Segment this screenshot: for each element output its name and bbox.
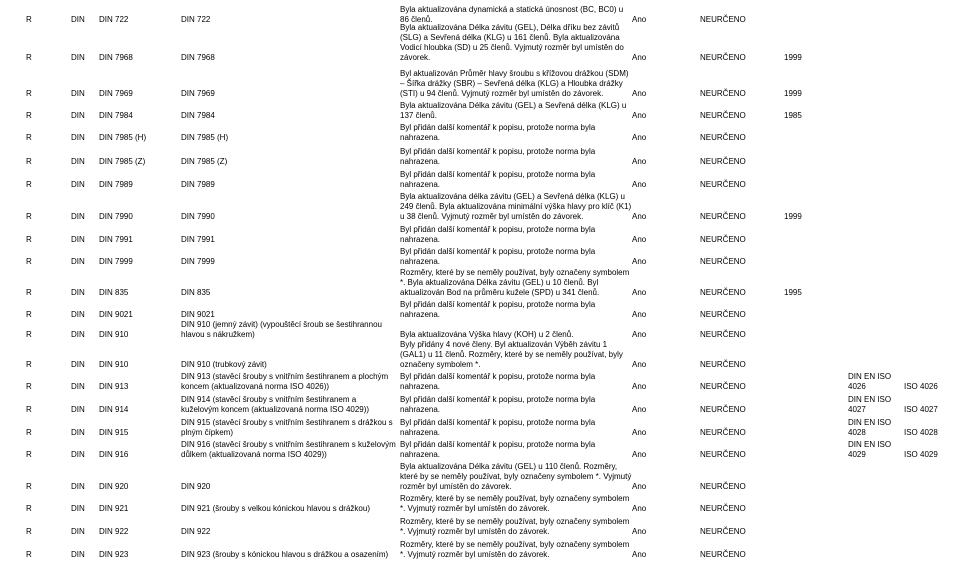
status-value: NEURČENO	[700, 257, 746, 266]
standard-type: DIN	[71, 405, 85, 414]
yes-flag: Ano	[632, 257, 647, 266]
status-value: NEURČENO	[700, 53, 746, 62]
standard-name: DIN 915 (stavěcí šrouby s vnitřním šestihranem s drážkou s plným čípkem)	[181, 418, 393, 437]
standard-type: DIN	[71, 235, 85, 244]
row-flag: R	[26, 212, 32, 221]
yes-flag: Ano	[632, 133, 647, 142]
row-flag: R	[26, 288, 32, 297]
status-value: NEURČENO	[700, 89, 746, 98]
standard-type: DIN	[71, 482, 85, 491]
standard-name: DIN 920	[181, 482, 211, 491]
yes-flag: Ano	[632, 330, 647, 339]
change-description: Byla aktualizována Výška hlavy (KOH) u 2 členů.	[400, 330, 574, 339]
standard-name: DIN 910 (jemný závit) (vypouštěcí šroub se šestihrannou hlavou s nákružkem)	[181, 320, 382, 339]
status-value: NEURČENO	[700, 405, 746, 414]
standard-name: DIN 7999	[181, 257, 215, 266]
row-flag: R	[26, 89, 32, 98]
row-flag: R	[26, 15, 32, 24]
row-flag: R	[26, 550, 32, 559]
yes-flag: Ano	[632, 235, 647, 244]
standard-type: DIN	[71, 504, 85, 513]
replacement-din-en-iso: DIN EN ISO 4027	[848, 395, 892, 414]
status-value: NEURČENO	[700, 310, 746, 319]
status-value: NEURČENO	[700, 180, 746, 189]
standard-code: DIN 915	[99, 428, 129, 437]
change-description: Rozměry, které by se neměly používat, byly označeny symbolem *. Byla aktualizována Délka závitu (GEL) u 10 členů. Byl aktualizován Bod na průměru kužele (SPD) u 341 členů.	[400, 268, 630, 297]
yes-flag: Ano	[632, 482, 647, 491]
change-description: Byla aktualizována délka závitu (GEL) a Sevřená délka (KLG) u 249 členů. Byla aktualizována minimální výška hlavy pro klíč (K1) u 38 členů. Vyjmutý rozměr byl umístěn do závorek.	[400, 192, 632, 221]
standard-code: DIN 835	[99, 288, 129, 297]
replacement-iso: ISO 4026	[904, 382, 938, 391]
standard-type: DIN	[71, 15, 85, 24]
yes-flag: Ano	[632, 157, 647, 166]
standard-name: DIN 9021	[181, 310, 215, 319]
standard-name: DIN 7985 (Z)	[181, 157, 228, 166]
replacement-din-en-iso: DIN EN ISO 4028	[848, 418, 892, 437]
status-value: NEURČENO	[700, 482, 746, 491]
standard-code: DIN 913	[99, 382, 129, 391]
standard-code: DIN 922	[99, 527, 129, 536]
status-value: NEURČENO	[700, 15, 746, 24]
change-description: Byl přidán další komentář k popisu, protože norma byla nahrazena.	[400, 225, 596, 244]
standard-code: DIN 7999	[99, 257, 133, 266]
change-description: Byl přidán další komentář k popisu, protože norma byla nahrazena.	[400, 123, 596, 142]
yes-flag: Ano	[632, 504, 647, 513]
standard-code: DIN 923	[99, 550, 129, 559]
yes-flag: Ano	[632, 527, 647, 536]
status-value: NEURČENO	[700, 157, 746, 166]
standard-code: DIN 910	[99, 360, 129, 369]
row-flag: R	[26, 310, 32, 319]
status-value: NEURČENO	[700, 133, 746, 142]
standard-type: DIN	[71, 111, 85, 120]
change-description: Byl přidán další komentář k popisu, protože norma byla nahrazena.	[400, 418, 596, 437]
change-description: Byla aktualizována Délka závitu (GEL), Délka dříku bez závitů (SLG) a Sevřená délka (KLG) u 161 členů. Byla aktualizována Vodicí hloubka (SD) u 25 členů. Vyjmutý rozměr byl umístěn do závorek.	[400, 23, 624, 62]
standard-code: DIN 7985 (H)	[99, 133, 147, 142]
yes-flag: Ano	[632, 360, 647, 369]
yes-flag: Ano	[632, 15, 647, 24]
status-value: NEURČENO	[700, 212, 746, 221]
year-value: 1999	[784, 212, 802, 221]
row-flag: R	[26, 527, 32, 536]
status-value: NEURČENO	[700, 382, 746, 391]
standard-code: DIN 7984	[99, 111, 133, 120]
yes-flag: Ano	[632, 405, 647, 414]
standard-name: DIN 923 (šrouby s kónickou hlavou s drážkou a osazením)	[181, 550, 389, 559]
yes-flag: Ano	[632, 212, 647, 221]
status-value: NEURČENO	[700, 428, 746, 437]
standard-code: DIN 7968	[99, 53, 133, 62]
change-description: Byl přidán další komentář k popisu, protože norma byla nahrazena.	[400, 300, 596, 319]
replacement-iso: ISO 4027	[904, 405, 938, 414]
change-description: Byla aktualizována Délka závitu (GEL) u 110 členů. Rozměry, které by se neměly používat, byly označeny symbolem *. Vyjmutý rozměr byl umístěn do závorek.	[400, 462, 632, 491]
yes-flag: Ano	[632, 89, 647, 98]
row-flag: R	[26, 53, 32, 62]
yes-flag: Ano	[632, 450, 647, 459]
row-flag: R	[26, 504, 32, 513]
standard-name: DIN 7984	[181, 111, 215, 120]
standard-type: DIN	[71, 89, 85, 98]
standard-name: DIN 7989	[181, 180, 215, 189]
standard-code: DIN 914	[99, 405, 129, 414]
yes-flag: Ano	[632, 428, 647, 437]
status-value: NEURČENO	[700, 550, 746, 559]
year-value: 1999	[784, 89, 802, 98]
status-value: NEURČENO	[700, 330, 746, 339]
row-flag: R	[26, 482, 32, 491]
change-description: Byla aktualizována dynamická a statická únosnost (BC, BC0) u 86 členů.	[400, 5, 624, 24]
row-flag: R	[26, 382, 32, 391]
replacement-iso: ISO 4028	[904, 428, 938, 437]
status-value: NEURČENO	[700, 235, 746, 244]
row-flag: R	[26, 360, 32, 369]
standard-type: DIN	[71, 360, 85, 369]
standard-code: DIN 7991	[99, 235, 133, 244]
change-description: Byl přidán další komentář k popisu, protože norma byla nahrazena.	[400, 372, 596, 391]
change-description: Byl přidán další komentář k popisu, protože norma byla nahrazena.	[400, 247, 596, 266]
change-description: Byly přidány 4 nové členy. Byl aktualizován Výběh závitu 1 (GAL1) u 11 členů. Rozměry, které by se neměly používat, byly označeny symbolem *.	[400, 340, 623, 369]
standard-code: DIN 722	[99, 15, 129, 24]
standard-type: DIN	[71, 288, 85, 297]
standard-name: DIN 7990	[181, 212, 215, 221]
standard-code: DIN 7990	[99, 212, 133, 221]
replacement-din-en-iso: DIN EN ISO 4026	[848, 372, 892, 391]
status-value: NEURČENO	[700, 360, 746, 369]
yes-flag: Ano	[632, 310, 647, 319]
change-description: Rozměry, které by se neměly používat, byly označeny symbolem *. Vyjmutý rozměr byl umístěn do závorek.	[400, 517, 630, 536]
status-value: NEURČENO	[700, 504, 746, 513]
change-description: Byl aktualizován Průměr hlavy šroubu s křížovou drážkou (SDM) – Šířka drážky (SBR) – Sevřená délka (KLG) a Hloubka drážky (STI) u 94 členů. Vyjmutý rozměr byl umístěn do závorek.	[400, 69, 629, 98]
standard-type: DIN	[71, 212, 85, 221]
yes-flag: Ano	[632, 180, 647, 189]
standard-code: DIN 921	[99, 504, 129, 513]
change-description: Byl přidán další komentář k popisu, protože norma byla nahrazena.	[400, 147, 596, 166]
standard-type: DIN	[71, 53, 85, 62]
row-flag: R	[26, 235, 32, 244]
standard-name: DIN 7991	[181, 235, 215, 244]
standard-type: DIN	[71, 527, 85, 536]
replacement-iso: ISO 4029	[904, 450, 938, 459]
change-description: Rozměry, které by se neměly používat, byly označeny symbolem *. Vyjmutý rozměr byl umístěn do závorek.	[400, 540, 630, 559]
change-description: Byl přidán další komentář k popisu, protože norma byla nahrazena.	[400, 170, 596, 189]
row-flag: R	[26, 111, 32, 120]
status-value: NEURČENO	[700, 288, 746, 297]
standard-name: DIN 7985 (H)	[181, 133, 229, 142]
yes-flag: Ano	[632, 53, 647, 62]
standard-type: DIN	[71, 157, 85, 166]
standard-name: DIN 910 (trubkový závit)	[181, 360, 267, 369]
standard-name: DIN 921 (šrouby s velkou kónickou hlavou s drážkou)	[181, 504, 370, 513]
status-value: NEURČENO	[700, 450, 746, 459]
yes-flag: Ano	[632, 288, 647, 297]
standard-type: DIN	[71, 133, 85, 142]
standard-name: DIN 722	[181, 15, 211, 24]
row-flag: R	[26, 257, 32, 266]
row-flag: R	[26, 180, 32, 189]
standard-name: DIN 913 (stavěcí šrouby s vnitřním šestihranem a plochým koncem (aktualizovaná norma ISO 4026))	[181, 372, 389, 391]
yes-flag: Ano	[632, 111, 647, 120]
standard-code: DIN 916	[99, 450, 129, 459]
standard-name: DIN 7969	[181, 89, 215, 98]
yes-flag: Ano	[632, 382, 647, 391]
change-description: Byla aktualizována Délka závitu (GEL) a Sevřená délka (KLG) u 137 členů.	[400, 101, 627, 120]
standard-code: DIN 9021	[99, 310, 133, 319]
standard-type: DIN	[71, 330, 85, 339]
standard-name: DIN 916 (stavěcí šrouby s vnitřním šestihranem s kuželovým důlkem (aktualizovaná norma ISO 4029))	[181, 440, 396, 459]
replacement-din-en-iso: DIN EN ISO 4029	[848, 440, 892, 459]
standard-name: DIN 922	[181, 527, 211, 536]
row-flag: R	[26, 330, 32, 339]
standard-type: DIN	[71, 428, 85, 437]
standard-name: DIN 914 (stavěcí šrouby s vnitřním šestihranem a kuželovým koncem (aktualizovaná norma ISO 4029))	[181, 395, 370, 414]
standard-code: DIN 7969	[99, 89, 133, 98]
row-flag: R	[26, 133, 32, 142]
status-value: NEURČENO	[700, 111, 746, 120]
row-flag: R	[26, 405, 32, 414]
standard-name: DIN 835	[181, 288, 211, 297]
year-value: 1995	[784, 288, 802, 297]
standard-type: DIN	[71, 550, 85, 559]
change-description: Byl přidán další komentář k popisu, protože norma byla nahrazena.	[400, 440, 596, 459]
standard-type: DIN	[71, 257, 85, 266]
status-value: NEURČENO	[700, 527, 746, 536]
change-description: Rozměry, které by se neměly používat, byly označeny symbolem *. Vyjmutý rozměr byl umístěn do závorek.	[400, 494, 630, 513]
row-flag: R	[26, 450, 32, 459]
yes-flag: Ano	[632, 550, 647, 559]
standard-type: DIN	[71, 382, 85, 391]
standard-type: DIN	[71, 450, 85, 459]
standard-type: DIN	[71, 310, 85, 319]
standard-code: DIN 7989	[99, 180, 133, 189]
year-value: 1999	[784, 53, 802, 62]
row-flag: R	[26, 157, 32, 166]
standard-code: DIN 920	[99, 482, 129, 491]
standard-code: DIN 910	[99, 330, 129, 339]
change-description: Byl přidán další komentář k popisu, protože norma byla nahrazena.	[400, 395, 596, 414]
standard-code: DIN 7985 (Z)	[99, 157, 146, 166]
row-flag: R	[26, 428, 32, 437]
standard-type: DIN	[71, 180, 85, 189]
standard-name: DIN 7968	[181, 53, 215, 62]
year-value: 1985	[784, 111, 802, 120]
